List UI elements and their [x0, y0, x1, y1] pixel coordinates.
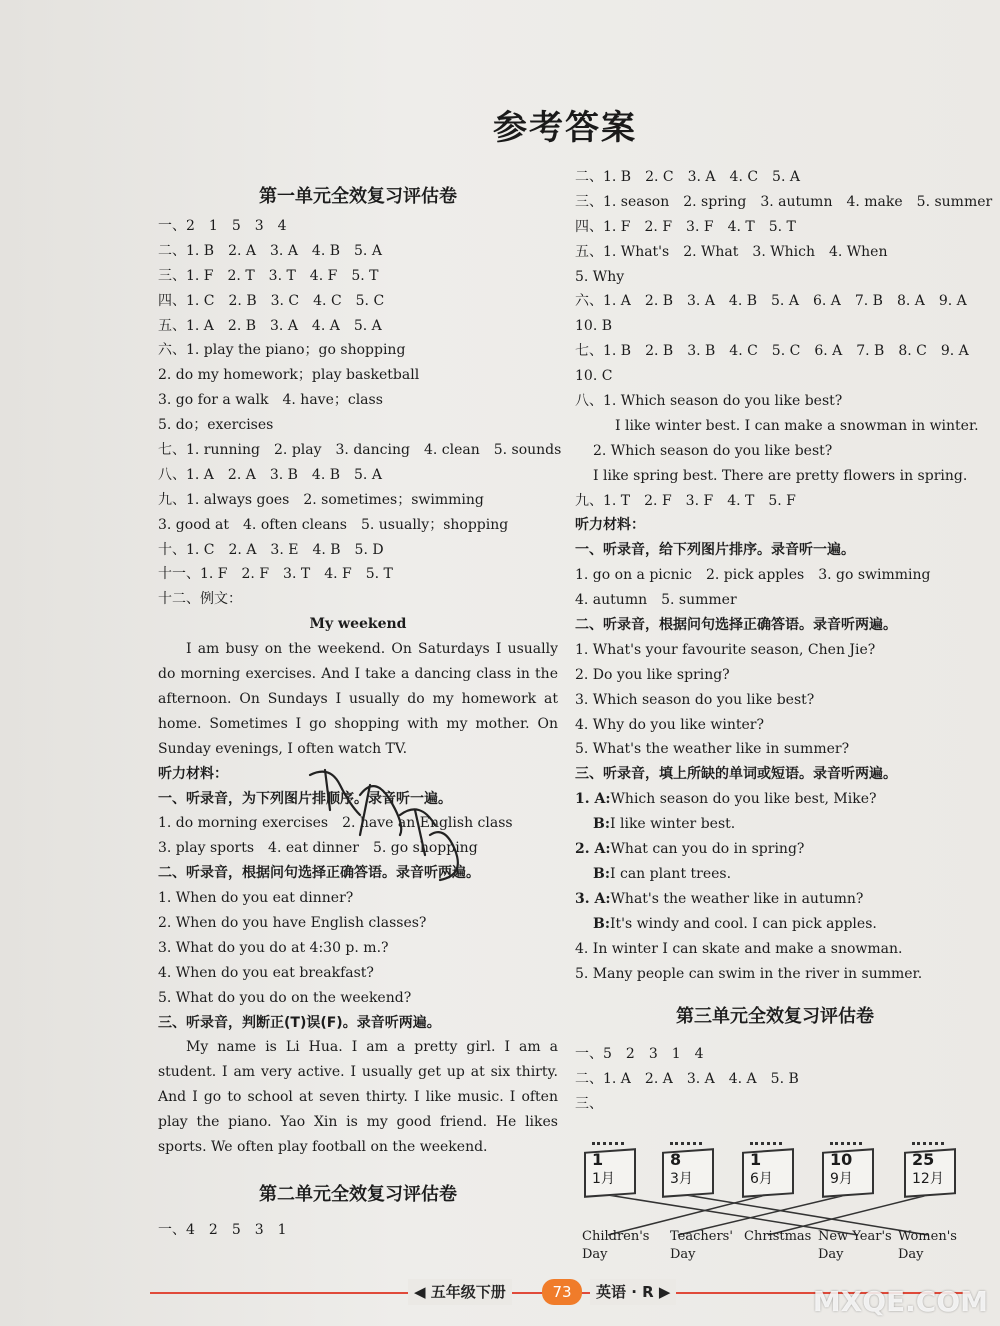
answer-line: 五、1. A 2. B 3. A 4. A 5. A: [158, 317, 382, 334]
answer-line: 七、1. running 2. play 3. dancing 4. clean 5. sounds: [158, 442, 562, 459]
holiday-line: Day: [670, 1247, 696, 1262]
page-title: 参考答案: [493, 108, 637, 148]
dialog-label: 1. A:: [575, 791, 611, 808]
listening-line: 5. What's the weather like in summer?: [575, 741, 850, 758]
listening-line: 4. autumn 5. summer: [575, 592, 737, 609]
dialog-line: [575, 862, 975, 887]
listening-section-heading: 二、听录音，根据问句选择正确答语。录音听两遍。: [575, 617, 897, 634]
dialog-label: B:: [593, 816, 611, 833]
dialog-line: [575, 837, 975, 862]
answer-line: 一、5 2 3 1 4: [575, 1046, 704, 1063]
answer-line: 2. do my homework；play basketball: [158, 367, 420, 384]
unit3-heading: 第三单元全效复习评估卷: [676, 1006, 874, 1028]
calendar-day: 25: [912, 1150, 935, 1169]
dialog-text: What can you do in spring?: [610, 841, 805, 858]
listening-line: 3. What do you do at 4:30 p. m.?: [158, 939, 389, 956]
listening-section-heading: 二、听录音，根据问句选择正确答语。录音听两遍。: [158, 865, 480, 882]
answer-line: 四、1. F 2. F 3. F 4. T 5. T: [575, 218, 796, 235]
answer-line: 一、2 1 5 3 4: [158, 218, 287, 234]
dialog-text: What's the weather like in autumn?: [610, 890, 864, 907]
answer-line: 七、1. B 2. B 3. B 4. C 5. C 6. A 7. B 8. C 9. A: [575, 343, 969, 360]
listening-section-heading: 三、听录音，判断正(T)误(F)。录音听两遍。: [158, 1014, 441, 1031]
dialog-text: I can plant trees.: [610, 865, 732, 882]
calendar-icon: [742, 1140, 798, 1192]
answer-line: 二、1. B 2. A 3. A 4. B 5. A: [158, 242, 382, 259]
holiday-line: Day: [582, 1247, 608, 1262]
dialog-line: [575, 787, 975, 812]
answer-line: 八、1. A 2. A 3. B 4. B 5. A: [158, 466, 382, 483]
answer-line: 六、1. play the piano；go shopping: [158, 342, 406, 359]
answer-line: I like winter best. I can make a snowman in winter.: [615, 417, 979, 434]
unit2-heading: 第二单元全效复习评估卷: [259, 1184, 457, 1205]
answer-line: 三、1. season 2. spring 3. autumn 4. make 5. summer: [575, 193, 993, 210]
answer-line: 六、1. A 2. B 3. A 4. B 5. A 6. A 7. B 8. A 9. A: [575, 293, 967, 310]
holiday-label: [744, 1228, 811, 1246]
listening-line: 4. When do you eat breakfast?: [158, 964, 374, 981]
subject-label: 英语 · R: [596, 1283, 654, 1301]
calendar-month: 6月: [750, 1171, 773, 1187]
calendar-icon: [662, 1140, 718, 1192]
calendar-icon: [822, 1140, 878, 1192]
answer-line: 一、4 2 5 3 1: [158, 1222, 287, 1238]
calendar-month: 1月: [592, 1171, 615, 1187]
grade-label: 五年级下册: [430, 1283, 506, 1301]
footer-subject: 英语 · R ▶: [590, 1279, 676, 1305]
listening-label: 听力材料：: [158, 765, 228, 782]
listening-passage: My name is Li Hua. I am a pretty girl. I am a student. I am very active. I usually get up at six thirty. And I go to school at seven thirty. I like music. I often play the piano. Yao Xin is my good friend. He likes sports. We often play football on the weekend.: [158, 1039, 558, 1156]
essay-body: I am busy on the weekend. On Saturdays I usually do morning exercises. And I take a dancing class in the afternoon. On Sundays I usually do my homework at home. Sometimes I go shopping with my mother. On Sunday evenings, I often watch TV.: [158, 641, 558, 757]
answer-line: 5. do；exercises: [158, 417, 274, 434]
holiday-line: Women's: [898, 1229, 957, 1244]
unit1-answers: [158, 214, 562, 612]
holiday-line: Day: [898, 1247, 924, 1262]
answer-line: 十一、1. F 2. F 3. T 4. F 5. T: [158, 566, 393, 583]
answer-line: 五、1. What's 2. What 3. Which 4. When: [575, 243, 888, 260]
answer-line: 十二、例文：: [158, 591, 242, 608]
answer-line: 三、1. F 2. T 3. T 4. F 5. T: [158, 267, 379, 284]
dialog-line: [575, 812, 975, 837]
listening-line: 5. Many people can swim in the river in summer.: [575, 965, 923, 982]
calendar-icon: [904, 1140, 960, 1192]
answer-line: 九、1. T 2. F 3. F 4. T 5. F: [575, 492, 796, 509]
page-number: 73: [542, 1279, 582, 1305]
left-column: [158, 180, 562, 1243]
calendar-matching: [578, 1140, 978, 1260]
answer-line: 3. go for a walk 4. have；class: [158, 392, 383, 409]
calendar-month: 3月: [670, 1171, 693, 1187]
listening-line: 5. What do you do on the weekend?: [158, 989, 412, 1006]
answer-line: 3. good at 4. often cleans 5. usually；shopping: [158, 516, 509, 533]
answer-line: 二、1. B 2. C 3. A 4. C 5. A: [575, 169, 800, 185]
answer-line: 三、: [575, 1096, 603, 1113]
calendar-day: 1: [750, 1150, 762, 1169]
listening-line: 1. When do you eat dinner?: [158, 890, 354, 907]
answer-line: 5. Why: [575, 268, 625, 285]
listening-line: 1. go on a picnic 2. pick apples 3. go swimming: [575, 567, 931, 584]
answer-line: 10. B: [575, 318, 613, 335]
listening-section-heading: 一、听录音，给下列图片排序。录音听一遍。: [575, 542, 855, 559]
answer-line: 10. C: [575, 368, 613, 385]
holiday-line: Teachers': [670, 1229, 733, 1244]
calendar-day: 10: [830, 1150, 853, 1169]
holiday-label: [818, 1228, 892, 1264]
dialog-text: Which season do you like best, Mike?: [610, 791, 877, 808]
listening-line: 2. When do you have English classes?: [158, 915, 427, 932]
dialog-text: It's windy and cool. I can pick apples.: [610, 915, 877, 932]
answer-line: 四、1. C 2. B 3. C 4. C 5. C: [158, 292, 385, 309]
holiday-line: Day: [818, 1247, 844, 1262]
holiday-label: [670, 1228, 733, 1264]
calendar-icon: [584, 1140, 640, 1192]
answer-line: I like spring best. There are pretty flowers in spring.: [593, 467, 968, 484]
answer-line: 二、1. A 2. A 3. A 4. A 5. B: [575, 1071, 799, 1088]
listening-section-heading: 三、听录音，填上所缺的单词或短语。录音听两遍。: [575, 766, 897, 783]
dialog-line: [575, 887, 975, 912]
dialog-label: B:: [593, 915, 611, 932]
holiday-line: Christmas: [744, 1229, 812, 1244]
right-column: [575, 165, 993, 1117]
listening-label: 听力材料：: [575, 517, 645, 534]
holiday-line: New Year's: [818, 1229, 892, 1244]
handwritten-scribble: [300, 755, 480, 895]
unit1-heading: 第一单元全效复习评估卷: [259, 186, 457, 207]
answer-line: 十、1. C 2. A 3. E 4. B 5. D: [158, 541, 384, 558]
dialog-label: B:: [593, 865, 611, 882]
dialog-label: 3. A:: [575, 890, 611, 907]
listening-line: 4. In winter I can skate and make a snowman.: [575, 940, 903, 957]
holiday-line: Children's: [582, 1229, 650, 1244]
holiday-label: [582, 1228, 649, 1264]
dialog-label: 2. A:: [575, 841, 611, 858]
listening-section-heading: 一、听录音，为下列图片排顺序。录音听一遍。: [158, 790, 452, 807]
listening-line: 3. Which season do you like best?: [575, 691, 815, 708]
listening-line: 4. Why do you like winter?: [575, 716, 764, 733]
answer-line: 九、1. always goes 2. sometimes；swimming: [158, 491, 484, 508]
answer-line: 2. Which season do you like best?: [593, 442, 833, 459]
listening-line: 1. do morning exercises 2. have an English class: [158, 815, 513, 832]
listening-line: 1. What's your favourite season, Chen Jie?: [575, 641, 876, 658]
essay-title: My weekend: [309, 616, 407, 633]
listening-line: 2. Do you like spring?: [575, 666, 730, 683]
answer-line: 八、1. Which season do you like best?: [575, 393, 843, 410]
calendar-day: 1: [592, 1150, 604, 1169]
listening-line: 3. play sports 4. eat dinner 5. go shopping: [158, 840, 478, 857]
calendar-month: 12月: [912, 1171, 944, 1187]
watermark-logo: MXQE.COM: [812, 1285, 988, 1318]
dialog-line: [575, 912, 975, 937]
calendar-day: 8: [670, 1150, 682, 1169]
holiday-label: [898, 1228, 957, 1264]
footer-grade: ◀ 五年级下册: [408, 1279, 512, 1305]
calendar-month: 9月: [830, 1171, 853, 1187]
dialog-text: I like winter best.: [610, 816, 736, 833]
